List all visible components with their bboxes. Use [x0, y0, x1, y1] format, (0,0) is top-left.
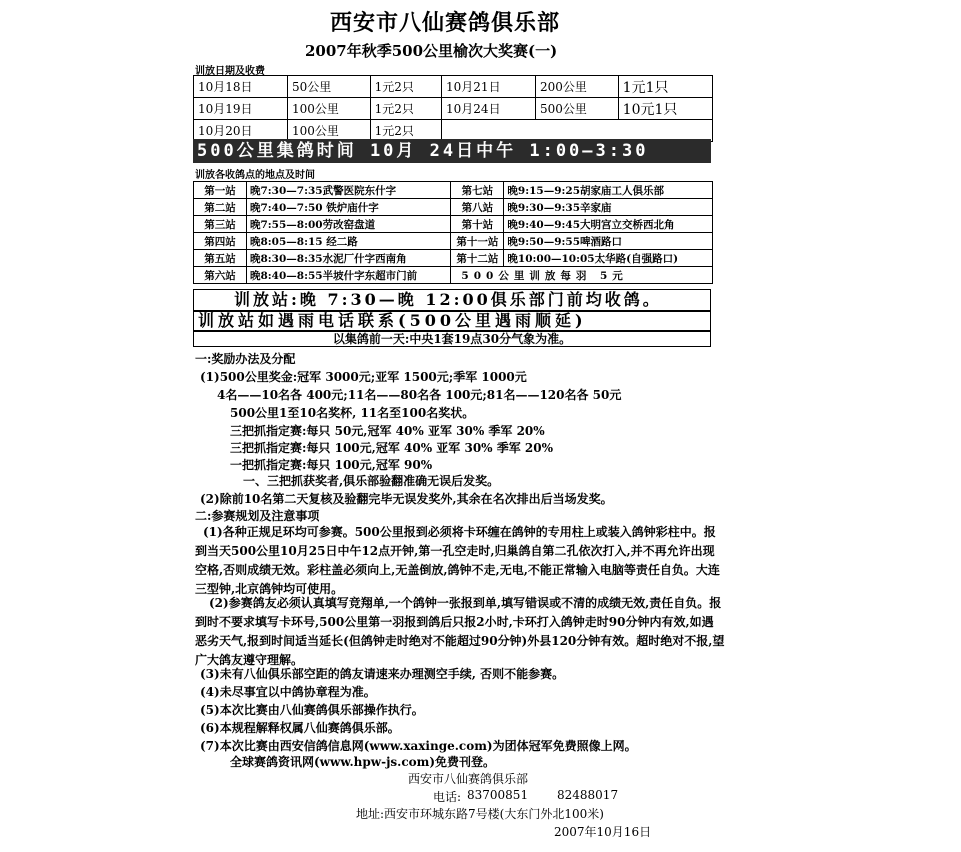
- table-row: [194, 76, 713, 98]
- table-cell: 1元1只: [618, 76, 712, 98]
- text-line: 4名——10名各 400元;11名——80名各 100元;81名——120名各 50元: [217, 388, 622, 402]
- text-line: 500公里1至10名奖杯, 11名至100名奖状。: [230, 406, 475, 420]
- table-row: [194, 98, 713, 120]
- footer-date: 2007年10月16日: [554, 825, 652, 839]
- table-cell: 10月21日: [442, 76, 536, 98]
- text-line: (4)未尽事宜以中鸽协章程为准。: [200, 685, 376, 699]
- section-heading: 二:参赛规划及注意事项: [195, 509, 320, 523]
- table-cell: 10月24日: [442, 98, 536, 120]
- table-row: [194, 233, 713, 250]
- paragraph: (1)各种正规足环均可参赛。500公里报到必须将卡环缠在鸽钟的专用柱上或装入鸽钟彩柱中。报到当天500公里10月25日中午12点开钟,第一孔空走时,归巢鸽自第二孔依次打入,并不再允许出现空格,否则成绩无效。彩柱盖必须向上,无盖倒放,鸽钟不走,无电,不能正常输入电脑等责任自负。大连三型钟,北京鸽钟均可使用。: [195, 525, 720, 596]
- station-time: 晚8:40—8:55半坡什字东超市门前: [247, 267, 451, 284]
- station-name: 第六站: [194, 267, 247, 284]
- table-cell: 10月20日: [194, 120, 288, 142]
- collection-time-banner: 500公里集鸽时间 10月 24日中午 1:00—3:30: [193, 139, 711, 163]
- text-line: 三把抓指定赛:每只 100元,冠军 40% 亚军 30% 季军 20%: [230, 441, 554, 455]
- station-name: 第八站: [451, 199, 504, 216]
- table-cell: 10月19日: [194, 98, 288, 120]
- table-row: [194, 199, 713, 216]
- table-cell: 1元2只: [370, 98, 441, 120]
- text-line: 全球赛鸽资讯网(www.hpw-js.com)免费刊登。: [230, 755, 496, 769]
- station-time: 晚8:30—8:35水泥厂什字西南角: [247, 250, 451, 267]
- page-subtitle: 2007年秋季500公里榆次大奖赛(一): [305, 42, 558, 60]
- text-line: 一、三把抓获奖者,俱乐部验翻准确无误后发奖。: [243, 474, 500, 488]
- station-time: 晚9:15—9:25胡家庙工人俱乐部: [504, 182, 713, 199]
- station-time: 晚8:05—8:15 经二路: [247, 233, 451, 250]
- table-cell: 200公里: [536, 76, 619, 98]
- text-line: 一把抓指定赛:每只 100元,冠军 90%: [230, 458, 433, 472]
- table-cell: 10元1只: [618, 98, 712, 120]
- text-line: (5)本次比赛由八仙赛鸽俱乐部操作执行。: [200, 703, 424, 717]
- station-time: 晚9:30—9:35辛家庙: [504, 199, 713, 216]
- table-cell: 50公里: [287, 76, 370, 98]
- station-time: 晚7:30—7:35武警医院东什字: [247, 182, 451, 199]
- rain-notice: [193, 311, 711, 331]
- table-row: [194, 250, 713, 267]
- schedule-table: [193, 75, 713, 142]
- table-cell: 500公里: [536, 98, 619, 120]
- table-row: [194, 216, 713, 233]
- footer-phone-label: 电话:: [433, 790, 462, 804]
- notice-text: 训放站如遇雨电话联系(500公里遇雨顺延): [198, 311, 587, 330]
- footer-phone-2: 82488017: [557, 788, 619, 802]
- station-name: 第四站: [194, 233, 247, 250]
- station-time: 晚9:50—9:55啤酒路口: [504, 233, 713, 250]
- station-name: 第五站: [194, 250, 247, 267]
- table-row: [194, 182, 713, 199]
- text-line: 三把抓指定赛:每只 50元,冠军 40% 亚军 30% 季军 20%: [230, 424, 545, 438]
- collection-notice: [193, 289, 711, 311]
- station-name: 第二站: [194, 199, 247, 216]
- training-fee-note: 500公里训放每羽 5元: [451, 267, 713, 284]
- schedule-label: 训放日期及收费: [195, 66, 265, 77]
- notice-text: 以集鸽前一天:中央1套19点30分气象为准。: [332, 332, 572, 346]
- text-line: (1)500公里奖金:冠军 3000元;亚军 1500元;季军 1000元: [200, 370, 527, 384]
- footer-address: 地址:西安市环城东路7号楼(大东门外北100米): [356, 807, 604, 821]
- notice-text: 训放站:晚 7:30—晚 12:00俱乐部门前均收鸽。: [234, 290, 662, 309]
- table-cell: 1元2只: [370, 120, 441, 142]
- weather-notice: [193, 331, 711, 347]
- stations-label: 训放各收鸽点的地点及时间: [195, 170, 315, 181]
- station-time: 晚7:55—8:00劳改窑盘道: [247, 216, 451, 233]
- station-name: 第十站: [451, 216, 504, 233]
- page-title: 西安市八仙赛鸽俱乐部: [330, 10, 561, 36]
- text-line: (6)本规程解释权属八仙赛鸽俱乐部。: [200, 721, 400, 735]
- table-cell: 10月18日: [194, 76, 288, 98]
- text-line: (7)本次比赛由西安信鸽信息网(www.xaxinge.com)为团体冠军免费照像上网。: [200, 739, 637, 753]
- station-time: 晚10:00—10:05太华路(自强路口): [504, 250, 713, 267]
- station-name: 第七站: [451, 182, 504, 199]
- station-name: 第十二站: [451, 250, 504, 267]
- station-name: 第三站: [194, 216, 247, 233]
- station-time: 晚9:40—9:45大明宫立交桥西北角: [504, 216, 713, 233]
- text-line: (2)除前10名第二天复核及验翻完毕无误发奖外,其余在名次排出后当场发奖。: [200, 492, 613, 506]
- table-cell: 100公里: [287, 120, 370, 142]
- station-name: 第十一站: [451, 233, 504, 250]
- station-name: 第一站: [194, 182, 247, 199]
- table-cell: 1元2只: [370, 76, 441, 98]
- stations-table: [193, 181, 713, 284]
- section-heading: 一:奖励办法及分配: [195, 352, 296, 366]
- text-line: (3)未有八仙俱乐部空距的鸽友请速来办理测空手续, 否则不能参赛。: [200, 667, 565, 681]
- footer-org: 西安市八仙赛鸽俱乐部: [408, 772, 529, 786]
- footer-phone-1: 83700851: [467, 788, 529, 802]
- table-cell: 100公里: [287, 98, 370, 120]
- station-time: 晚7:40—7:50 铁炉庙什字: [247, 199, 451, 216]
- paragraph: (2)参赛鸽友必须认真填写竞翔单,一个鸽钟一张报到单,填写错误或不清的成绩无效,责任自负。报到时不要求填写卡环号,500公里第一羽报到鸽后只报2小时,卡环打入鸽钟走时90分钟内有效,如遇恶劣天气,报到时间适当延长(但鸽钟走时绝对不能超过90分钟)外县120分钟有效。超时绝对不报,望广大鸽友遵守理解。: [195, 596, 725, 667]
- table-row: [194, 267, 713, 284]
